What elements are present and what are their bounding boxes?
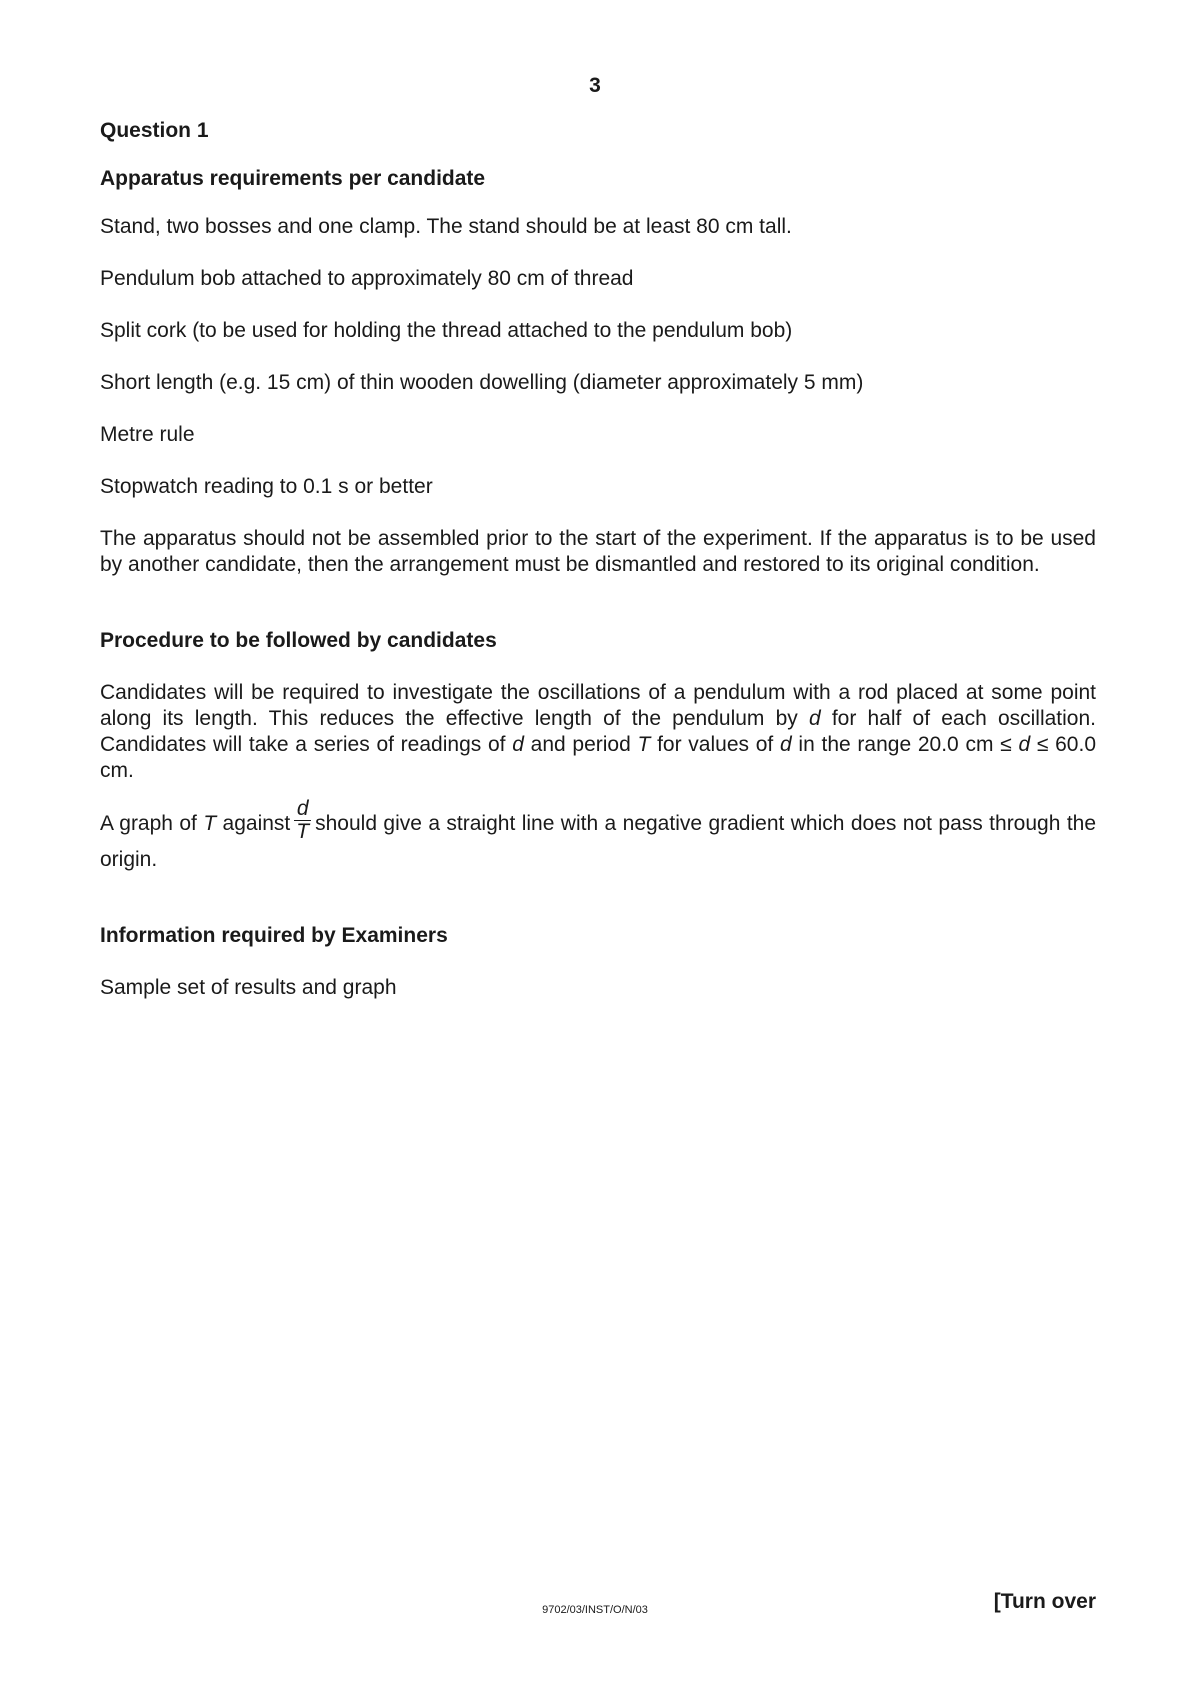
fraction-d-over-T bbox=[294, 798, 311, 843]
procedure-heading: Procedure to be followed by candidates bbox=[100, 629, 497, 652]
procedure-text: for values of bbox=[650, 733, 780, 756]
apparatus-item: Short length (e.g. 15 cm) of thin wooden dowelling (diameter approximately 5 mm) bbox=[100, 371, 864, 394]
examiners-text: Sample set of results and graph bbox=[100, 976, 397, 999]
examiners-heading: Information required by Examiners bbox=[100, 924, 448, 947]
turn-over-label: [Turn over bbox=[993, 1590, 1096, 1613]
variable-d: d bbox=[512, 733, 524, 756]
apparatus-item: Split cork (to be used for holding the thread attached to the pendulum bob) bbox=[100, 319, 793, 342]
graph-text: A graph of bbox=[100, 812, 204, 836]
procedure-paragraph bbox=[100, 680, 1096, 784]
procedure-text: and period bbox=[523, 733, 638, 756]
apparatus-item: Metre rule bbox=[100, 423, 195, 446]
graph-text: against bbox=[216, 812, 291, 836]
variable-d: d bbox=[1018, 733, 1031, 756]
procedure-text: Candidates will be required to investigate the oscillations of a pendulum with a rod placed at some point along its length. This reduces the effective length of the pendulum by bbox=[100, 681, 1096, 730]
fraction-denominator: T bbox=[296, 820, 310, 843]
apparatus-heading: Apparatus requirements per candidate bbox=[100, 167, 486, 190]
page-content bbox=[100, 118, 1096, 1001]
apparatus-item: Stopwatch reading to 0.1 s or better bbox=[100, 475, 433, 498]
graph-text: should give a straight line with a negative gradient which does not pass through the origin. bbox=[100, 812, 1097, 871]
fraction-numerator: d bbox=[294, 798, 311, 821]
variable-d: d bbox=[808, 707, 821, 730]
page-number: 3 bbox=[589, 74, 601, 97]
footer-code: 9702/03/INST/O/N/03 bbox=[542, 1604, 648, 1616]
graph-paragraph bbox=[100, 797, 1097, 873]
variable-T: T bbox=[637, 733, 651, 756]
apparatus-note: The apparatus should not be assembled prior to the start of the experiment. If the apparatus is to be used by another candidate, then the arrangement must be dismantled and restored to its original condition. bbox=[100, 527, 1096, 576]
variable-T: T bbox=[203, 812, 217, 836]
question-title: Question 1 bbox=[100, 119, 209, 142]
variable-d: d bbox=[780, 733, 792, 756]
procedure-text: in the range 20.0 cm ≤ bbox=[791, 733, 1019, 756]
procedure-text: ≤ 60.0 cm. bbox=[100, 733, 1096, 782]
procedure-text: for half of each oscillation. Candidates will take a series of readings of bbox=[100, 707, 1097, 756]
apparatus-item: Stand, two bosses and one clamp. The stand should be at least 80 cm tall. bbox=[100, 215, 792, 238]
apparatus-item: Pendulum bob attached to approximately 80 cm of thread bbox=[100, 267, 634, 290]
